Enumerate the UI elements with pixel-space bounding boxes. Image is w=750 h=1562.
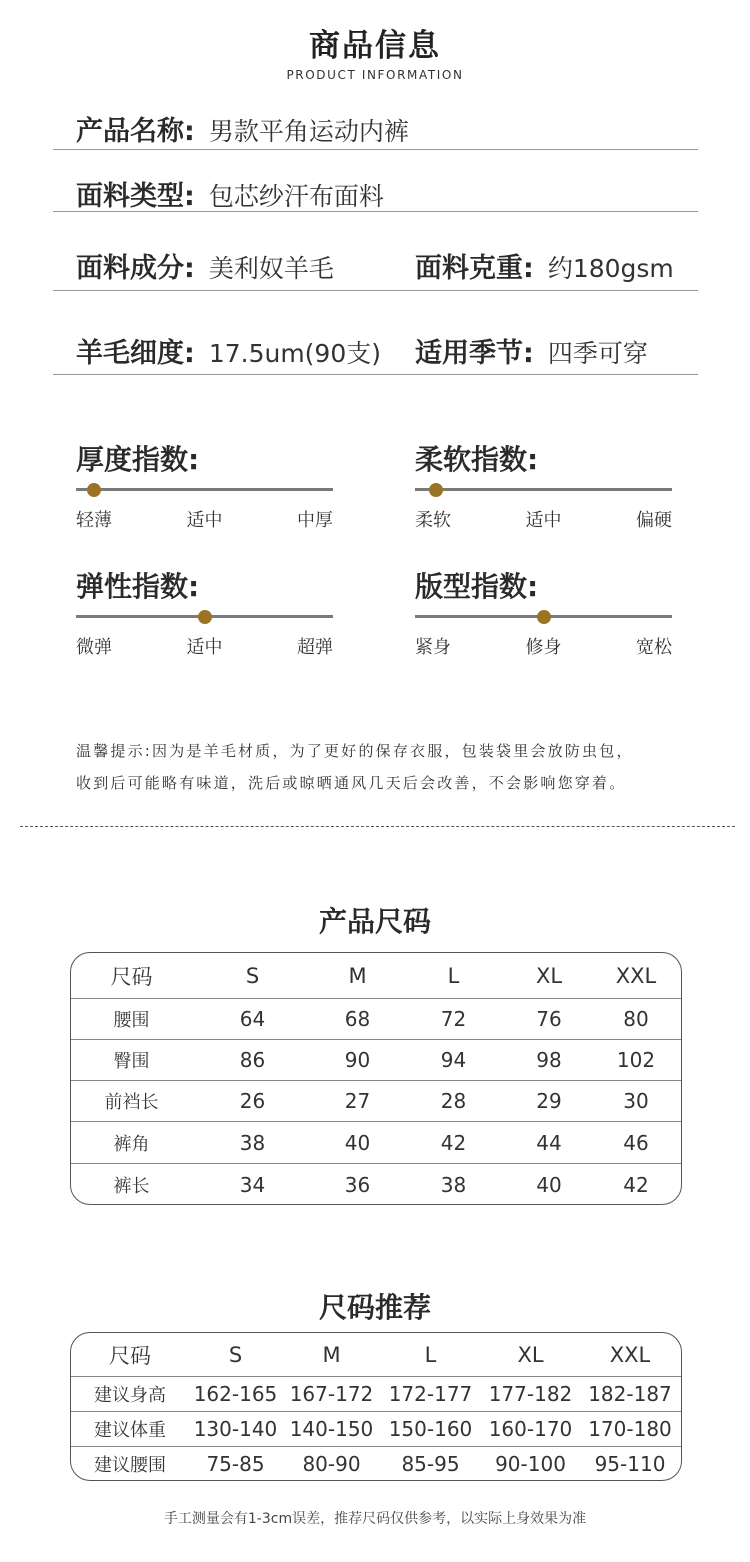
table-cell: 177-182 [488, 1382, 573, 1406]
table-cell: 36 [344, 1172, 371, 1197]
name-value: 男款平角运动内裤 [208, 117, 409, 146]
size-table [70, 952, 682, 1205]
table-cell: 42 [623, 1172, 649, 1197]
weight-value: 约180gsm [547, 254, 674, 283]
info-row-name [53, 100, 698, 150]
table-cell: 75-85 [206, 1452, 265, 1476]
recommend-table [70, 1332, 682, 1481]
index-scale [76, 506, 333, 530]
info-row-fabric-type [53, 150, 698, 212]
table-cell: 150-160 [388, 1417, 473, 1441]
index-softness [415, 438, 675, 538]
table-cell: 162-165 [193, 1382, 278, 1406]
table-cell: 167-172 [289, 1382, 374, 1406]
index-label-high: 中厚 [297, 510, 333, 531]
table-header-row [71, 953, 681, 998]
index-title: 柔软指数: [415, 443, 539, 476]
row-label: 裤长 [113, 1175, 150, 1197]
page-subtitle: PRODUCT INFORMATION [286, 68, 464, 82]
fabric-type-label: 面料类型: [76, 181, 195, 212]
table-cell: 102 [616, 1048, 656, 1072]
name-label: 产品名称: [76, 116, 195, 147]
index-label-mid: 适中 [525, 510, 562, 531]
table-cell: 40 [344, 1130, 371, 1155]
table-row [71, 1411, 681, 1446]
index-label-high: 偏硬 [636, 510, 672, 531]
table-cell: 68 [344, 1007, 371, 1031]
index-label-mid: 适中 [186, 510, 223, 531]
weight-label: 面料克重: [415, 253, 534, 284]
season-label: 适用季节: [415, 338, 534, 369]
size-table-title: 产品尺码 [318, 905, 431, 938]
table-header-row [71, 1333, 681, 1376]
table-cell: 30 [623, 1089, 649, 1113]
table-cell: 38 [239, 1130, 266, 1155]
table-cell: 85-95 [401, 1452, 460, 1476]
table-cell: 160-170 [488, 1417, 573, 1441]
index-track [415, 615, 672, 618]
index-track [415, 488, 672, 491]
header-cell: 尺码 [109, 1343, 151, 1368]
table-row [71, 1039, 681, 1080]
table-cell: 76 [536, 1007, 562, 1031]
table-cell: 42 [440, 1130, 467, 1155]
index-label-high: 超弹 [297, 637, 333, 658]
table-row [71, 1121, 681, 1163]
tip-line-2: 收到后可能略有味道，洗后或晾晒通风几天后会改善，不会影响您穿着。 [76, 774, 627, 792]
index-label-mid: 修身 [525, 637, 562, 658]
fineness-label: 羊毛细度: [76, 338, 195, 369]
footnote: 手工测量会有1-3cm误差，推荐尺码仅供参考，以实际上身效果为准 [163, 1511, 587, 1527]
index-scale [415, 633, 672, 657]
table-cell: 95-110 [594, 1452, 666, 1476]
fabric-type-value: 包芯纱汗布面料 [208, 182, 384, 211]
row-label: 前裆长 [104, 1092, 159, 1113]
index-title: 版型指数: [415, 570, 539, 603]
index-label-low: 微弹 [76, 637, 112, 658]
table-cell: 46 [623, 1130, 649, 1155]
table-cell: 140-150 [289, 1417, 374, 1441]
info-row-fineness [53, 291, 698, 375]
table-cell: 28 [440, 1089, 467, 1113]
table-cell: 80 [623, 1007, 649, 1031]
header-cell: S [245, 963, 260, 988]
index-marker [87, 483, 101, 497]
tip-line-1: 温馨提示:因为是羊毛材质，为了更好的保存衣服，包装袋里会放防虫包， [76, 742, 634, 760]
composition-label: 面料成分: [76, 253, 195, 284]
table-row [71, 1163, 681, 1205]
table-cell: 90 [344, 1048, 371, 1072]
index-marker [429, 483, 443, 497]
index-thickness [76, 438, 336, 538]
header-cell: M [348, 963, 367, 988]
table-cell: 64 [239, 1007, 266, 1031]
table-cell: 29 [536, 1089, 562, 1113]
row-label: 建议腰围 [94, 1455, 166, 1476]
info-row-composition [53, 212, 698, 291]
row-label: 建议体重 [94, 1420, 166, 1441]
table-cell: 182-187 [588, 1382, 672, 1406]
row-label: 臀围 [113, 1051, 150, 1072]
header-cell: XL [535, 963, 563, 988]
table-cell: 27 [344, 1089, 371, 1113]
header-cell: M [322, 1342, 341, 1367]
header-cell: XL [517, 1342, 544, 1367]
composition-value: 美利奴羊毛 [208, 254, 334, 283]
header-cell: XXL [615, 963, 657, 988]
table-cell: 38 [440, 1172, 467, 1197]
season-value: 四季可穿 [547, 339, 648, 368]
index-track [76, 488, 333, 491]
recommend-table-title: 尺码推荐 [318, 1291, 431, 1324]
table-cell: 44 [536, 1130, 562, 1155]
table-cell: 172-177 [388, 1382, 473, 1406]
table-cell: 90-100 [495, 1452, 566, 1476]
index-marker [537, 610, 551, 624]
index-elasticity [76, 565, 336, 665]
index-label-high: 宽松 [636, 637, 672, 658]
header-cell: L [424, 1342, 437, 1367]
row-label: 腰围 [113, 1010, 150, 1031]
table-row [71, 1080, 681, 1121]
index-title: 厚度指数: [76, 443, 200, 476]
row-label: 裤角 [113, 1133, 150, 1155]
index-label-mid: 适中 [186, 637, 223, 658]
index-scale [415, 506, 672, 530]
index-label-low: 轻薄 [76, 510, 112, 531]
table-cell: 26 [239, 1089, 266, 1113]
index-fit [415, 565, 675, 665]
index-scale [76, 633, 333, 657]
header-cell: 尺码 [110, 964, 153, 989]
table-cell: 170-180 [588, 1417, 672, 1441]
header-cell: XXL [609, 1342, 651, 1367]
table-cell: 34 [239, 1172, 266, 1197]
table-cell: 86 [239, 1048, 266, 1072]
table-cell: 40 [536, 1172, 562, 1197]
index-track [76, 615, 333, 618]
index-label-low: 柔软 [415, 510, 451, 531]
fineness-value: 17.5um(90支) [208, 339, 381, 368]
table-cell: 80-90 [302, 1452, 361, 1476]
header-cell: S [228, 1342, 243, 1367]
table-cell: 130-140 [193, 1417, 278, 1441]
table-cell: 94 [440, 1048, 467, 1072]
dashed-divider [20, 826, 735, 827]
index-title: 弹性指数: [76, 570, 200, 603]
row-label: 建议身高 [94, 1385, 166, 1406]
index-marker [198, 610, 212, 624]
table-row [71, 1446, 681, 1481]
index-label-low: 紧身 [415, 637, 451, 658]
table-row [71, 1376, 681, 1411]
page-title: 商品信息 [309, 28, 441, 64]
header-cell: L [447, 963, 460, 988]
table-cell: 72 [440, 1007, 467, 1031]
table-row [71, 998, 681, 1039]
table-cell: 98 [536, 1048, 562, 1072]
